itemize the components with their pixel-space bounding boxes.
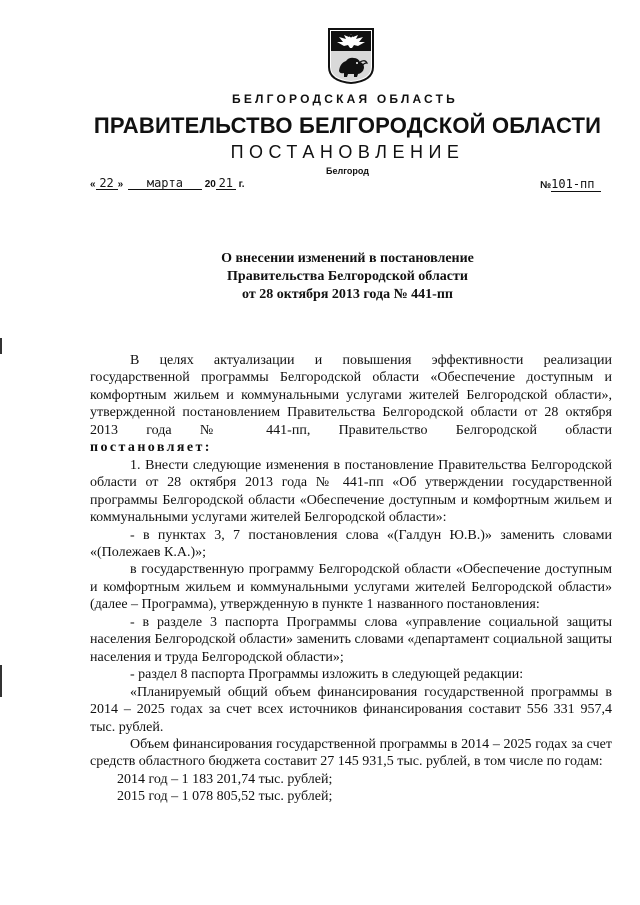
title-line: Правительства Белгородской области <box>227 269 468 284</box>
paragraph-item-1: 1. Внести следующие изменения в постановление Правительства Белгородской области от 28 октября 2013 года № 441-пп «Об утверждении государственной программы Белгородской области «Обеспечение доступным и комфортным жильем и коммунальными услугами жителей Белгородской области»: <box>90 457 612 526</box>
funding-by-year-list <box>90 771 612 806</box>
paragraph-decree <box>90 439 612 456</box>
document-title <box>0 250 640 304</box>
date-year-suffix: 21 <box>216 177 236 190</box>
document-body <box>90 352 612 806</box>
document-number <box>540 177 601 192</box>
region-name: БЕЛГОРОДСКАЯ ОБЛАСТЬ <box>232 92 458 106</box>
paragraph-item-dash: - в разделе 3 паспорта Программы слова «управление социальной защиты населения Белгородской области» заменить словами «департамент социальной защиты населения и труда Белгородской области»; <box>90 614 612 665</box>
number-sign: № <box>540 180 552 191</box>
date-month: марта <box>128 177 202 190</box>
government-name: ПРАВИТЕЛЬСТВО БЕЛГОРОДСКОЙ ОБЛАСТИ <box>93 113 602 138</box>
paragraph-item-program: в государственную программу Белгородской области «Обеспечение доступным и комфортным жильем и коммунальными услугами жителей Белгородской области» (далее – Программа), утвержденную в пункте 1 названного постановления: <box>90 562 612 613</box>
date-day: 22 <box>96 177 118 190</box>
paragraph-item-dash: - раздел 8 паспорта Программы изложить в следующей редакции: <box>130 667 524 683</box>
list-item: 2014 год – 1 183 201,74 тыс. рублей; <box>117 771 333 787</box>
title-line: О внесении изменений в постановление <box>221 251 474 266</box>
document-date <box>90 177 245 190</box>
scan-artifact <box>0 665 2 697</box>
paragraph-item-dash: - в пунктах 3, 7 постановления слова «(Галдун Ю.В.)» заменить словами «(Полежаев К.А.)»; <box>90 527 612 560</box>
paragraph-quote: «Планируемый общий объем финансирования государственной программы в 2014 – 2025 годах за счет всех источников финансирования составит 556 331 957,4 тыс. рублей. <box>90 684 612 735</box>
scan-artifact <box>0 338 2 354</box>
coat-of-arms-icon <box>327 27 375 85</box>
paragraph-funding: Объем финансирования государственной программы в 2014 – 2025 годах за счет средств областного бюджета составит 27 145 931,5 тыс. рублей, в том числе по годам: <box>90 736 612 770</box>
date-open-quote: « <box>90 179 96 190</box>
decree-word: постановляет: <box>90 440 212 456</box>
paragraph-preamble: В целях актуализации и повышения эффективности реализации государственной программы Белгородской области «Обеспечение доступным и комфортным жильем и коммунальными услугами жителей Белгородской области», утвержденной постановлением Правительства Белгородской области от 28 октября 2013 года № 441-пп, Правительство Белгородской области <box>90 353 612 438</box>
city-name: Белгород <box>326 166 369 176</box>
number-value: 101-пп <box>551 177 601 192</box>
date-year-prefix: 20 <box>204 179 216 190</box>
document-type: ПОСТАНОВЛЕНИЕ <box>230 142 465 162</box>
date-year-mark: г. <box>238 179 245 190</box>
date-close-quote: » <box>117 179 124 190</box>
list-item: 2015 год – 1 078 805,52 тыс. рублей; <box>117 789 333 805</box>
title-line: от 28 октября 2013 года № 441-пп <box>242 287 453 302</box>
